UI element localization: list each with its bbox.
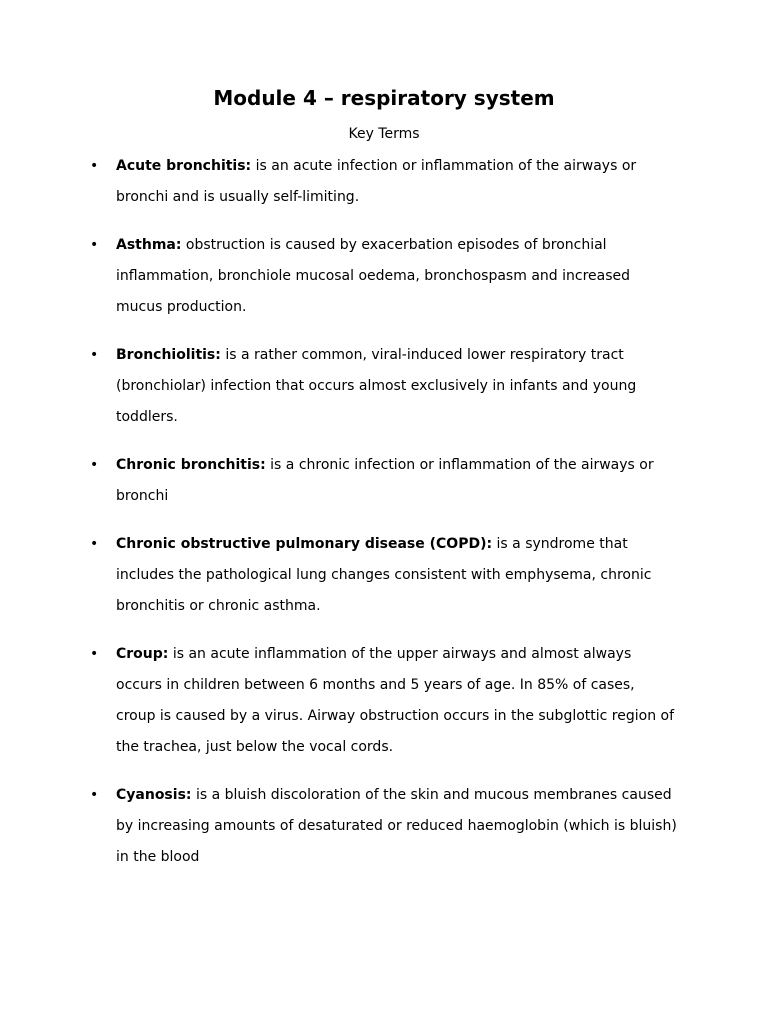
term-name: Bronchiolitis: [116, 347, 221, 363]
term-definition: obstruction is caused by exacerbation episodes of bronchial inflammation, bronchiole mucosal oedema, bronchospasm and increased mucus production. [116, 237, 631, 315]
term-name: Chronic bronchitis: [116, 457, 266, 473]
term-name: Chronic obstructive pulmonary disease (COPD): [116, 536, 493, 552]
bullet-icon: • [90, 646, 99, 662]
term-definition: is a bluish discoloration of the skin and mucous membranes caused by increasing amounts of desaturated or reduced haemoglobin (which is bluish) in the blood [116, 787, 677, 865]
bullet-icon: • [90, 536, 99, 552]
list-item [90, 529, 678, 622]
term-name: Cyanosis: [116, 787, 192, 803]
bullet-icon: • [90, 158, 99, 174]
term-definition: is a chronic infection or inflammation of the airways or bronchi [116, 457, 654, 504]
term-name: Acute bronchitis: [116, 158, 252, 174]
term-name: Croup: [116, 646, 169, 662]
list-item [90, 230, 678, 323]
bullet-icon: • [90, 347, 99, 363]
bullet-icon: • [90, 787, 99, 803]
document-title: Module 4 – respiratory system [213, 86, 555, 110]
term-definition: is an acute inflammation of the upper airways and almost always occurs in children between 6 months and 5 years of age. In 85% of cases, croup is caused by a virus. Airway obstruction occurs in the subglottic region of the trachea, just below the vocal cords. [116, 646, 675, 755]
key-terms-list [90, 151, 678, 890]
bullet-icon: • [90, 457, 99, 473]
list-item [90, 780, 678, 873]
list-item [90, 340, 678, 433]
term-name: Asthma: [116, 237, 182, 253]
list-item [90, 639, 678, 763]
list-item [90, 151, 678, 213]
term-definition: is a rather common, viral-induced lower respiratory tract (bronchiolar) infection that occurs almost exclusively in infants and young toddlers. [116, 347, 637, 425]
bullet-icon: • [90, 237, 99, 253]
document-subtitle: Key Terms [348, 126, 420, 142]
term-definition: is a syndrome that includes the pathological lung changes consistent with emphysema, chronic bronchitis or chronic asthma. [116, 536, 652, 614]
term-definition: is an acute infection or inflammation of the airways or bronchi and is usually self-limiting. [116, 158, 637, 205]
list-item [90, 450, 678, 512]
